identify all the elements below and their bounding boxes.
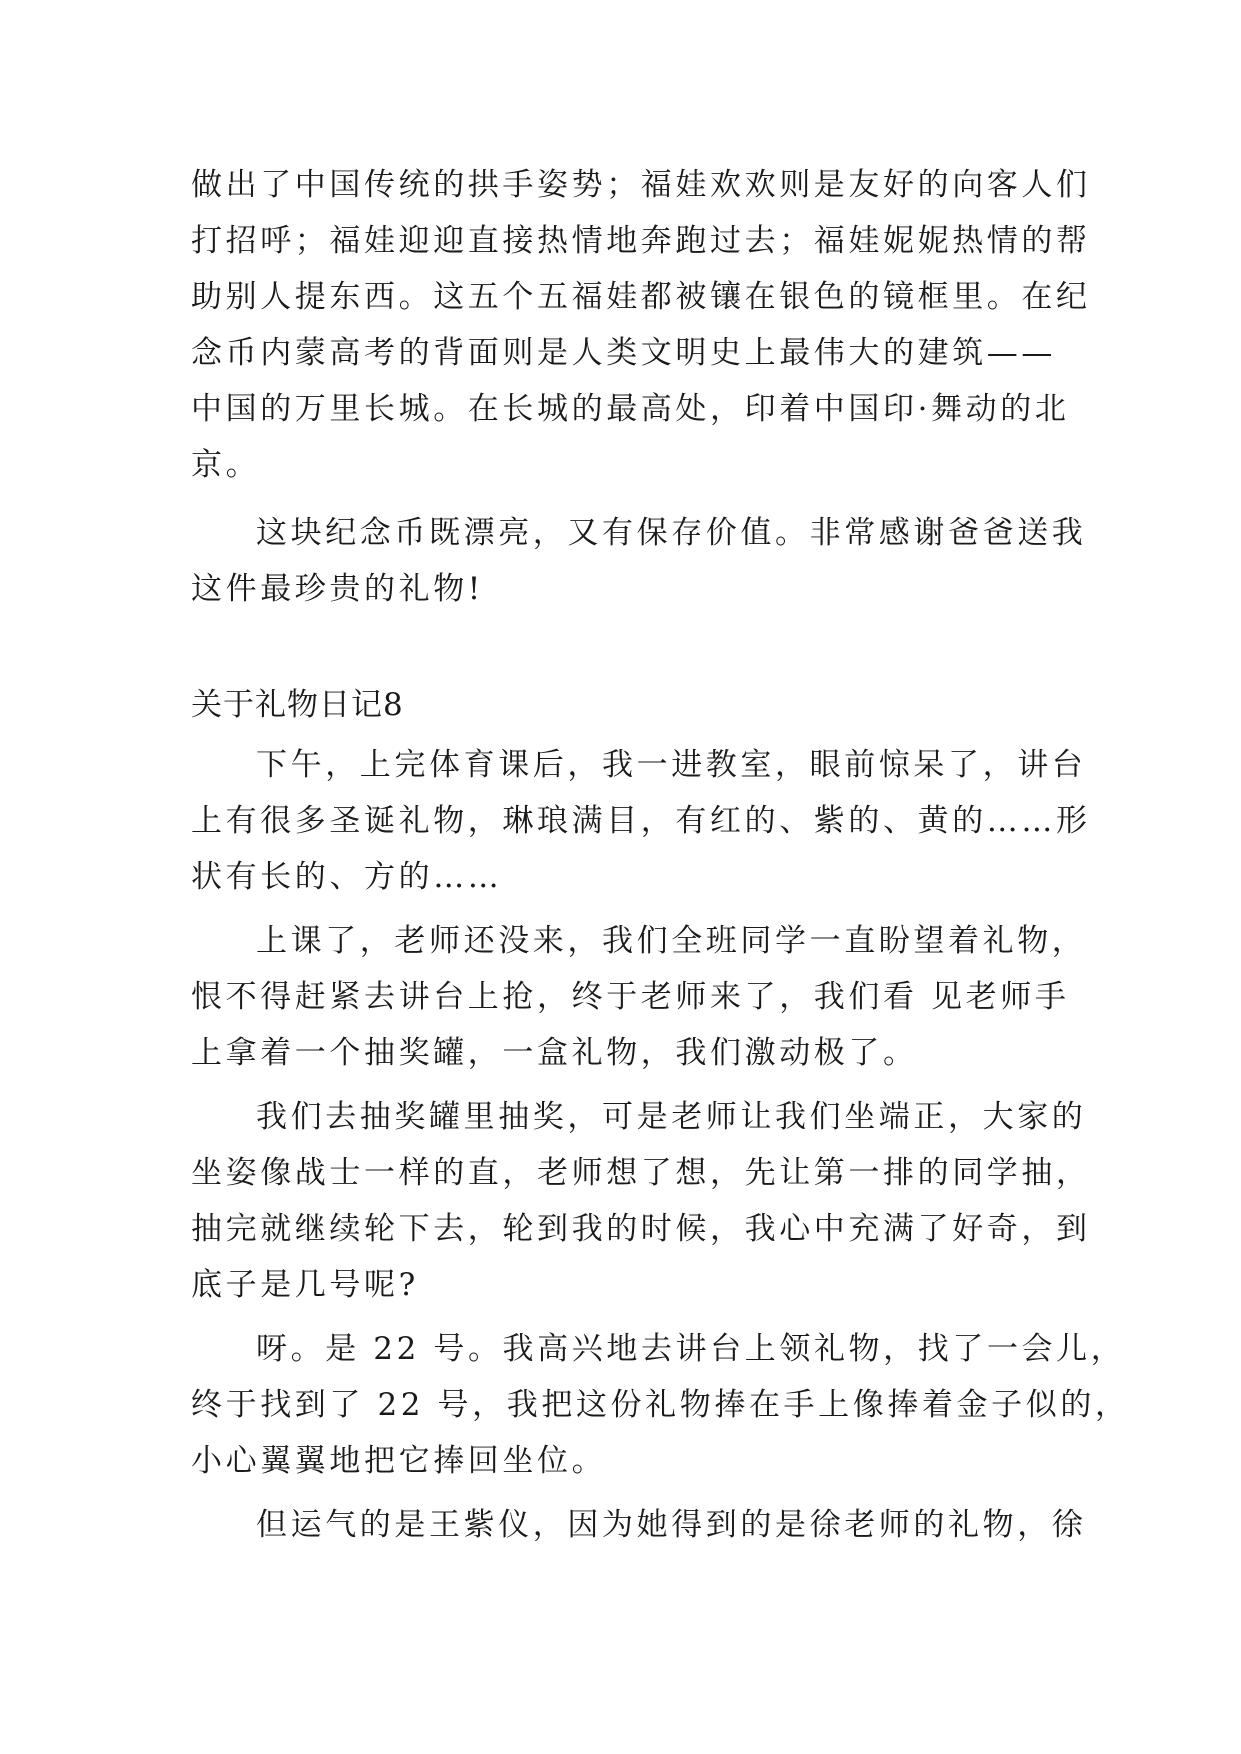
- text-line: 念币内蒙高考的背面则是人类文明史上最伟大的建筑——: [191, 335, 1056, 371]
- text-line: 我们去抽奖罐里抽奖，可是老师让我们坐端正，大家的: [256, 1099, 1087, 1135]
- text-line: 但运气的是王紫仪，因为她得到的是徐老师的礼物，徐: [256, 1507, 1087, 1543]
- text-line: 坐姿像战士一样的直，老师想了想，先让第一排的同学抽，: [191, 1155, 1091, 1191]
- text-line: 抽完就继续轮下去，轮到我的时候，我心中充满了好奇，到: [191, 1211, 1091, 1247]
- text-line: 京。: [191, 447, 261, 483]
- text-line: 呀。是 22 号。我高兴地去讲台上领礼物，找了一会儿，: [256, 1331, 1126, 1367]
- text-line: 上拿着一个抽奖罐，一盒礼物，我们激动极了。: [191, 1035, 918, 1071]
- section-heading: 关于礼物日记8: [191, 687, 404, 723]
- text-line: 恨不得赶紧去讲台上抢，终于老师来了，我们看 见老师手: [191, 979, 1070, 1015]
- text-line: 上有很多圣诞礼物，琳琅满目，有红的、紫的、黄的……形: [191, 803, 1091, 839]
- text-line: 这件最珍贵的礼物!: [191, 571, 484, 607]
- text-line: 中国的万里长城。在长城的最高处，印着中国印·舞动的北: [191, 391, 1070, 427]
- text-line: 下午，上完体育课后，我一进教室，眼前惊呆了，讲台: [256, 747, 1087, 783]
- text-line: 做出了中国传统的拱手姿势；福娃欢欢则是友好的向客人们: [191, 167, 1091, 203]
- text-line: 底子是几号呢?: [191, 1267, 419, 1303]
- text-line: 状有长的、方的……: [191, 859, 503, 895]
- text-line: 打招呼；福娃迎迎直接热情地奔跑过去；福娃妮妮热情的帮: [191, 223, 1091, 259]
- text-line: 助别人提东西。这五个五福娃都被镶在银色的镜框里。在纪: [191, 279, 1091, 315]
- text-line: 终于找到了 22 号，我把这份礼物捧在手上像捧着金子似的，: [191, 1387, 1130, 1423]
- text-line: 小心翼翼地把它捧回坐位。: [191, 1443, 607, 1479]
- text-line: 上课了，老师还没来，我们全班同学一直盼望着礼物，: [256, 923, 1087, 959]
- text-line: 这块纪念币既漂亮，又有保存价值。非常感谢爸爸送我: [256, 515, 1087, 551]
